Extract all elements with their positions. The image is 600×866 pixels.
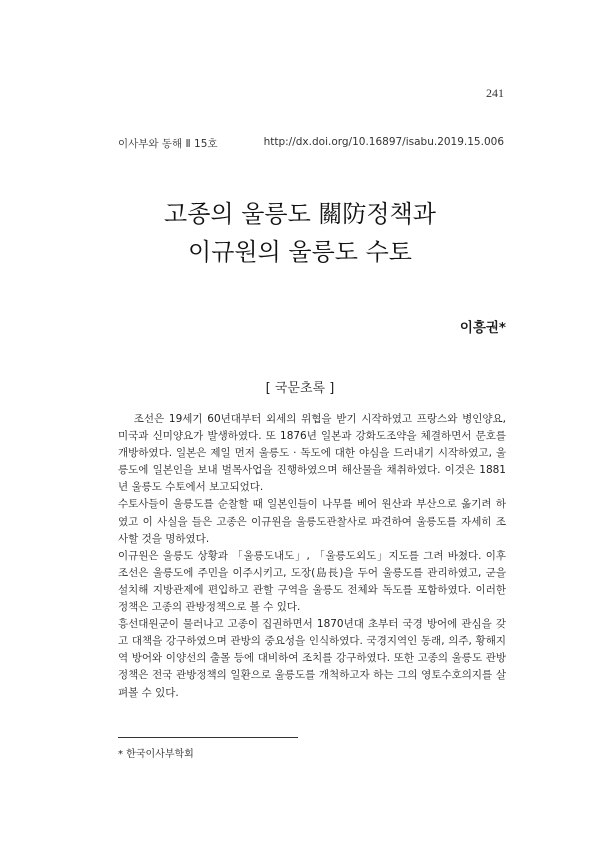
footnote-divider xyxy=(118,737,298,738)
author-name: 이흥권* xyxy=(459,320,506,336)
title-line-2: 이규원의 울릉도 수토 xyxy=(188,238,412,266)
abstract-heading: [ 국문초록 ] xyxy=(265,381,335,396)
running-header xyxy=(118,136,504,151)
title-line-1: 고종의 울릉도 關防정책과 xyxy=(164,200,436,228)
article-title xyxy=(0,195,600,271)
abstract-paragraph: 흥선대원군이 물러나고 고종이 집권하면서 1870년대 초부터 국경 방어에 관심을 갖고 대책을 강구하였으며 관방의 중요성을 인식하였다. 국경지역인 동래, 의주, 황해지역 방어와 이양선의 출몰 등에 대비하여 조치를 강구하였다. 또한 고종의 울릉도 관방정책은 전국 관방정책의 일환으로 울릉도를 개척하고자 하는 그의 영토수호의지를 살펴볼 수 있다. xyxy=(118,618,506,699)
footnote: * 한국이사부학회 xyxy=(118,749,194,760)
abstract-paragraph: 이규원은 울릉도 상황과 「울릉도내도」, 「울릉도외도」지도를 그려 바쳤다. 이후 조선은 울릉도에 주민을 이주시키고, 도장(島長)을 두어 울릉도를 관리하였고, 군을 설치해 지방관제에 편입하고 관할 구역을 울릉도 전체와 독도를 포함하였다. 이러한 정책은 고종의 관방정책으로 볼 수 있다. xyxy=(118,549,506,614)
abstract-paragraph: 조선은 19세기 60년대부터 외세의 위협을 받기 시작하였고 프랑스와 병인양요, 미국과 신미양요가 발생하였다. 또 1876년 일본과 강화도조약을 체결하면서 문호를 개방하였다. 일본은 제일 먼저 울릉도 · 독도에 대한 야심을 드러내기 시작하였고, 울릉도에 일본인을 보내 벌목사업을 진행하였으며 해산물을 채취하였다. 이것은 1881년 울릉도 수토에서 보고되었다. xyxy=(118,413,506,494)
doi-link[interactable]: http://dx.doi.org/10.16897/isabu.2019.15.006 xyxy=(263,136,504,148)
abstract-body xyxy=(118,411,506,702)
journal-name: 이사부와 동해 Ⅱ 15호 xyxy=(118,138,218,150)
page-number: 241 xyxy=(486,86,504,100)
abstract-paragraph: 수토사들이 울릉도를 순찰할 때 일본인들이 나무를 베어 원산과 부산으로 옮기려 하였고 이 사실을 들은 고종은 이규원을 울릉도관찰사로 파견하여 울릉도를 자세히 조사할 것을 명하였다. xyxy=(118,498,506,545)
